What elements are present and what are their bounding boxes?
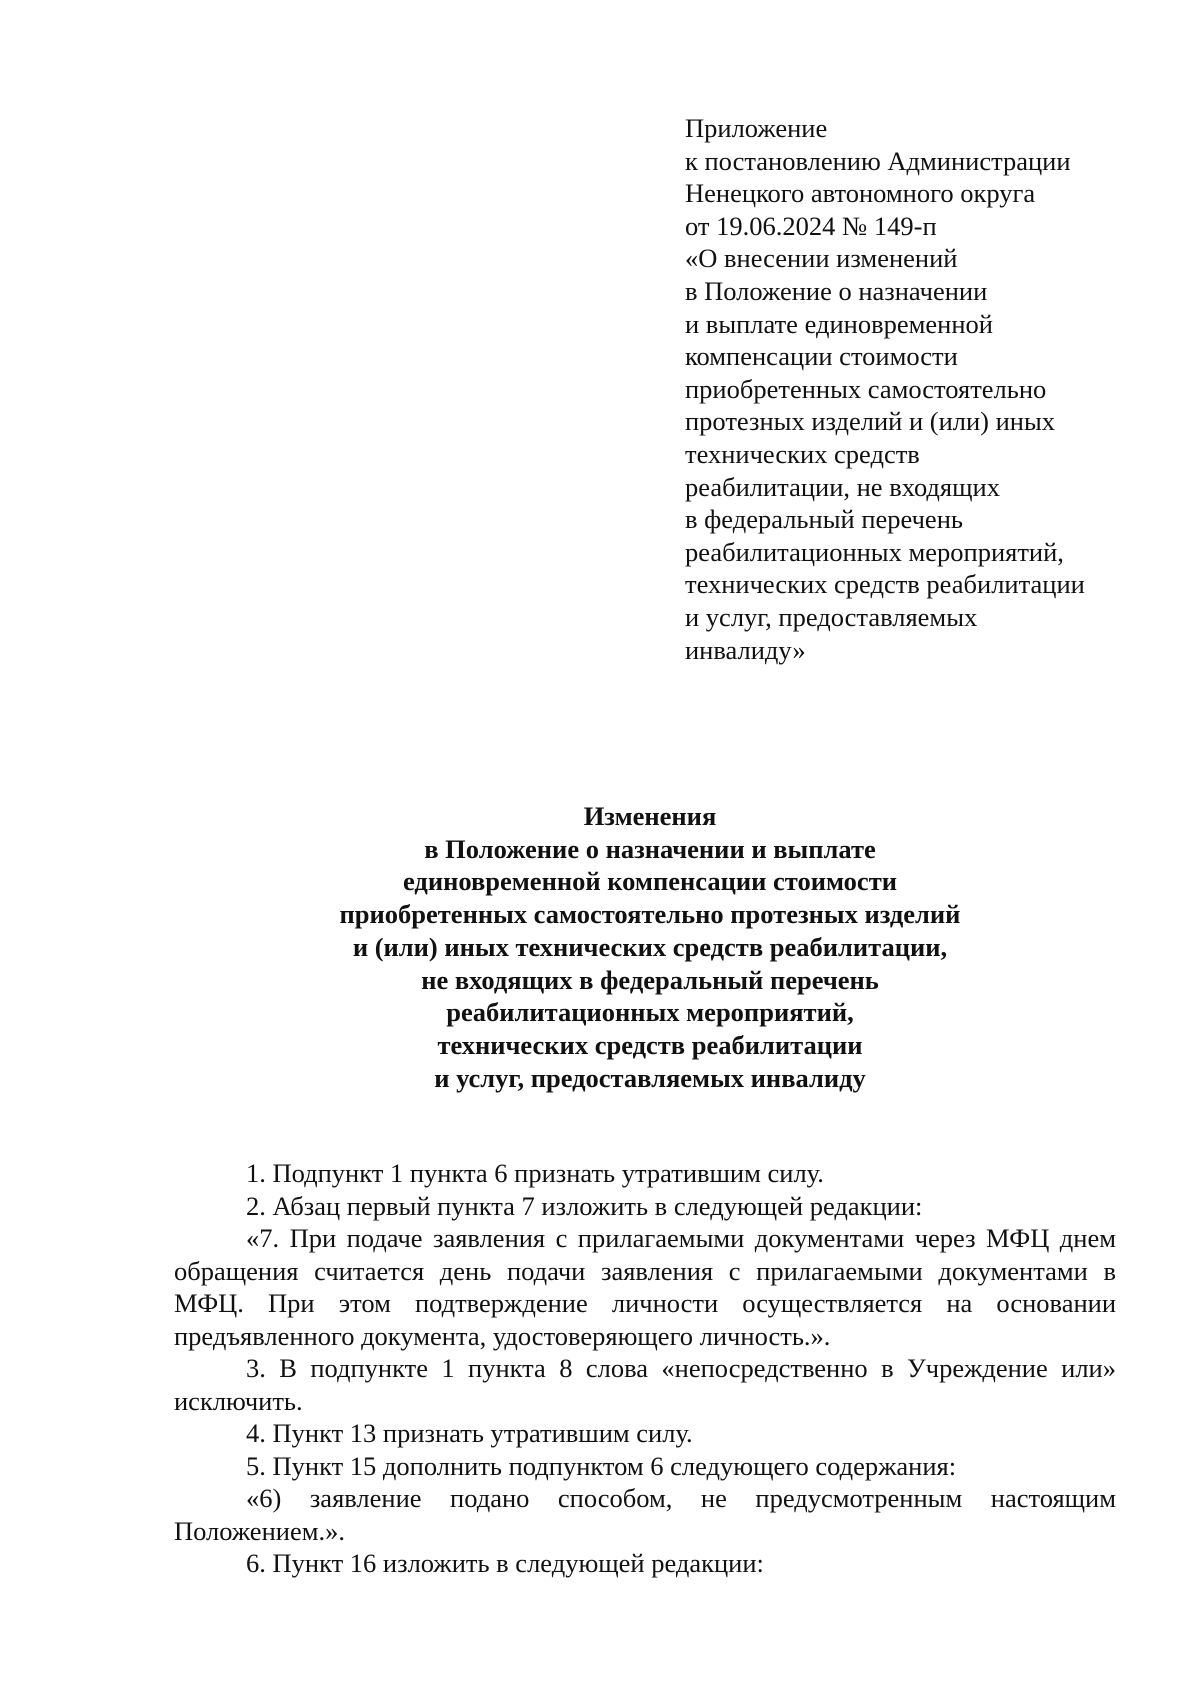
appendix-line: «О внесении изменений [685,243,958,274]
body-paragraph: 5. Пункт 15 дополнить подпунктом 6 следующего содержания: [246,1450,957,1481]
appendix-line: и услуг, предоставляемых [685,601,978,632]
document-title [150,800,1150,1094]
appendix-line: и выплате единовременной [685,308,993,339]
appendix-line: инвалиду» [685,634,806,665]
appendix-line: от 19.06.2024 № 149-п [685,210,937,241]
title-line: Изменения [583,801,717,831]
title-line: и (или) иных технических средств реабилитации, [352,931,948,962]
appendix-line: приобретенных самостоятельно [685,373,1047,404]
title-line: в Положение о назначении и выплате [424,833,876,864]
appendix-line: в Положение о назначении [685,275,988,306]
body-paragraph: 6. Пункт 16 изложить в следующей редакции: [246,1548,764,1578]
appendix-line: реабилитационных мероприятий, [685,536,1064,567]
body-paragraph: 1. Подпункт 1 пункта 6 признать утратившим силу. [246,1158,824,1188]
title-line: и услуг, предоставляемых инвалиду [434,1062,866,1093]
appendix-line: к постановлению Администрации [685,145,1071,176]
appendix-line: компенсации стоимости [685,341,958,372]
appendix-line: протезных изделий и (или) иных [685,406,1056,437]
appendix-line: Ненецкого автономного округа [685,178,1036,209]
title-line: технических средств реабилитации [437,1029,863,1060]
body-paragraph: «6) заявление подано способом, не предусмотренным настоящим Положением.». [174,1483,1116,1546]
title-line: единовременной компенсации стоимости [403,866,897,897]
title-line: не входящих в федеральный перечень [421,964,879,995]
document-body [174,1157,1116,1580]
title-line: приобретенных самостоятельно протезных изделий [339,899,961,930]
appendix-header [685,112,1155,666]
body-paragraph: 3. В подпункте 1 пункта 8 слова «непосредственно в Учреждение или» исключить. [174,1353,1116,1416]
appendix-line: в федеральный перечень [685,504,963,535]
appendix-line: технических средств реабилитации [685,569,1085,600]
appendix-line: реабилитации, не входящих [685,471,1000,502]
body-paragraph: 2. Абзац первый пункта 7 изложить в следующей редакции: [246,1190,923,1221]
body-paragraph: «7. При подаче заявления с прилагаемыми документами через МФЦ днем обращения считается день подачи заявления с прилагаемыми документами в МФЦ. При этом подтверждение личности осуществляется на основании предъявленного документа, удостоверяющего личность.». [174,1223,1116,1351]
body-paragraph: 4. Пункт 13 признать утратившим силу. [246,1418,693,1448]
appendix-line: технических средств [685,438,920,469]
title-line: реабилитационных мероприятий, [446,997,854,1028]
appendix-line: Приложение [685,113,828,143]
